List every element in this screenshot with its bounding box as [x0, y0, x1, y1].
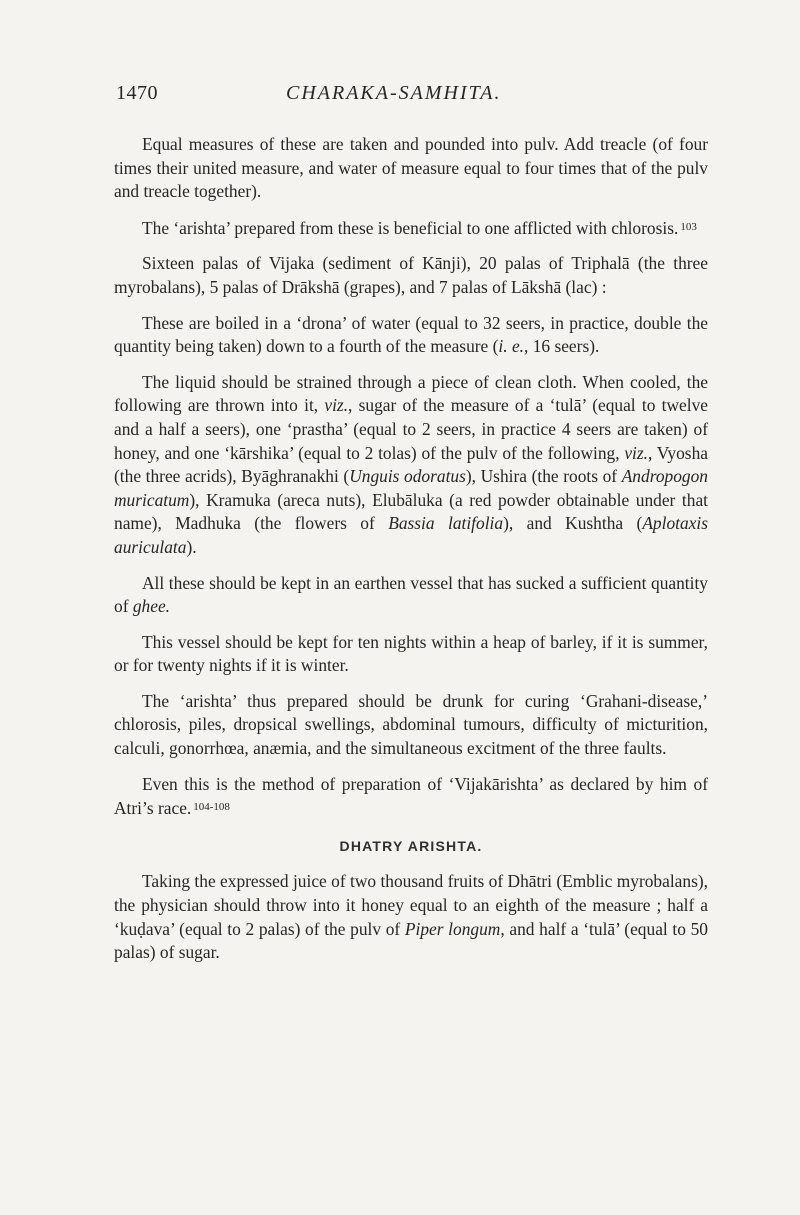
body-text	[114, 133, 708, 977]
verse-reference: 104-108	[193, 801, 230, 814]
paragraph-9	[114, 773, 708, 821]
section-paragraph	[114, 870, 708, 964]
latin-name: Unguis odoratus	[349, 466, 466, 487]
latin-name: Piper longum	[404, 918, 501, 939]
paragraph-1	[114, 133, 708, 204]
paragraph-text-tail: , and half a ‘tulā’ (equal to 50 palas) of sugar.	[114, 918, 708, 963]
latin-name: Aplotaxis auriculata	[114, 513, 709, 557]
paragraph-text: ).	[186, 536, 197, 557]
paragraph-text: Even this is the method of preparation of ‘Vijakārishta’ as declared by him of Atri’s race.	[114, 773, 708, 819]
paragraph-7	[114, 631, 708, 678]
paragraph-4	[114, 312, 708, 359]
paragraph-6	[114, 572, 708, 619]
italic-viz: viz.	[624, 442, 648, 463]
latin-name: Andropogon muricatum	[114, 466, 708, 510]
paragraph-2	[114, 216, 708, 241]
italic-ghee: ghee.	[132, 596, 171, 617]
paragraph-5	[114, 371, 708, 560]
page-header	[116, 82, 706, 112]
paragraph-text: Sixteen palas of Vijaka (sediment of Kānji), 20 palas of Triphalā (the three myrobalans), 5 palas of Drākshā (grapes), and 7 palas of Lākshā (lac) :	[114, 253, 708, 297]
running-title: CHARAKA-SAMHITA.	[286, 82, 502, 104]
paragraph-text: Equal measures of these are taken and pounded into pulv. Add treacle (of four times their united measure, and water of measure equal to four times that of the pulv and treacle together).	[114, 134, 708, 202]
paragraph-8	[114, 690, 708, 761]
page-number: 1470	[116, 82, 158, 104]
paragraph-text: The ‘arishta’ thus prepared should be drunk for curing ‘Grahani-disease,’ chlorosis, piles, dropsical swellings, abdominal tumours, difficulty of micturition, calculi, gonorrhœa, anæmia, and the simultaneous excitment of the three faults.	[114, 690, 708, 759]
italic-ie: i. e.	[498, 336, 525, 357]
paragraph-text: The ‘arishta’ prepared from these is beneficial to one afflicted with chlorosis.	[142, 217, 679, 238]
paragraph-text: All these should be kept in an earthen vessel that has sucked a sufficient quantity of	[114, 572, 708, 617]
section-heading: DHATRY ARISHTA.	[339, 837, 483, 854]
paragraph-text: ), and Kushtha (	[503, 513, 643, 534]
paragraph-text-tail: , 16 seers).	[524, 336, 600, 357]
paragraph-text: This vessel should be kept for ten nights within a heap of barley, if it is summer, or for twenty nights if it is winter.	[114, 631, 708, 676]
paragraph-text: Taking the expressed juice of two thousand fruits of Dhātri (Emblic myrobalans), the physician should throw into it honey equal to an eighth of the measure ; half a ‘kuḍava’ (equal to 2 palas) of the pulv of	[114, 871, 708, 939]
paragraph-text: , Vyosha (the three acrids), Byāghranakhi (	[114, 442, 708, 487]
italic-viz: viz.	[324, 395, 349, 416]
verse-reference: 103	[680, 220, 697, 233]
paragraph-text: , sugar of the measure of a ‘tulā’ (equal to twelve and a half a seers), one ‘prastha’ (equal to 2 seers, in practice 4 seers are taken) of honey, and one ‘kārshika’ (equal to 2 tolas) of the pulv of the following,	[114, 395, 708, 463]
paragraph-3	[114, 252, 708, 299]
paragraph-text: ), Kramuka (areca nuts), Elubāluka (a red powder obtainable under that name), Madhuka (the flowers of	[114, 489, 708, 534]
paragraph-text: These are boiled in a ‘drona’ of water (equal to 32 seers, in practice, double the quantity being taken) down to a fourth of the measure (	[114, 312, 708, 357]
latin-name: Bassia latifolia	[388, 513, 504, 534]
paragraph-text: The liquid should be strained through a piece of clean cloth. When cooled, the following are thrown into it,	[114, 371, 708, 416]
paragraph-text: ), Ushira (the roots of	[465, 466, 622, 487]
